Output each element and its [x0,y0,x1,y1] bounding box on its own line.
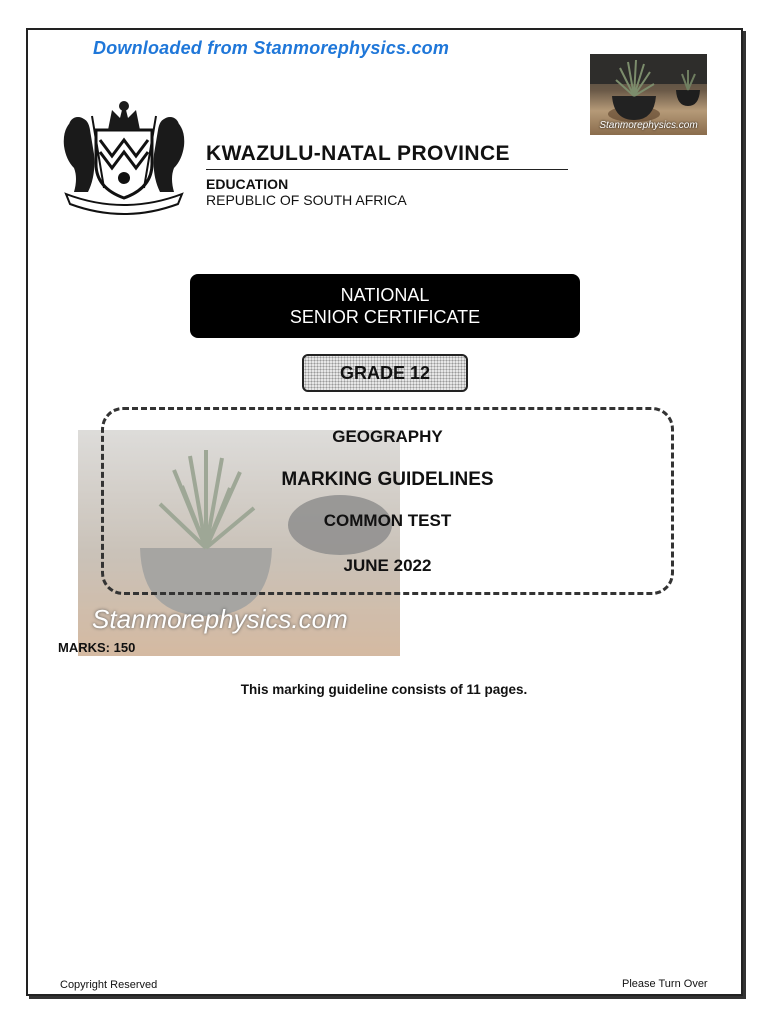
subject-block [101,407,674,595]
total-marks: MARKS: 150 [58,640,136,655]
copyright-note: Copyright Reserved [60,979,158,991]
plant-thumbnail-image [590,54,707,135]
certificate-line-2: SENIOR CERTIFICATE [289,307,481,327]
province-heading [206,142,568,208]
subject-name: GEOGRAPHY [332,427,443,446]
test-date: JUNE 2022 [343,556,432,575]
country-label: REPUBLIC OF SOUTH AFRICA [206,192,407,208]
document-type: MARKING GUIDELINES [281,469,494,490]
coat-of-arms-icon [58,96,190,216]
download-banner[interactable]: Downloaded from Stanmorephysics.com [93,38,450,58]
certificate-line-1: NATIONAL [340,285,430,305]
thumbnail-caption: Stanmorephysics.com [599,120,698,131]
page-count-note: This marking guideline consists of 11 pages. [240,682,528,697]
department-label: EDUCATION [206,176,289,192]
test-name: COMMON TEST [323,511,452,530]
watermark-text: Stanmorephysics.com [92,604,348,634]
certificate-banner [190,274,580,338]
province-title: KWAZULU-NATAL PROVINCE [206,142,568,170]
turn-over-note: Please Turn Over [622,978,708,990]
grade-badge: GRADE 12 [302,354,468,392]
